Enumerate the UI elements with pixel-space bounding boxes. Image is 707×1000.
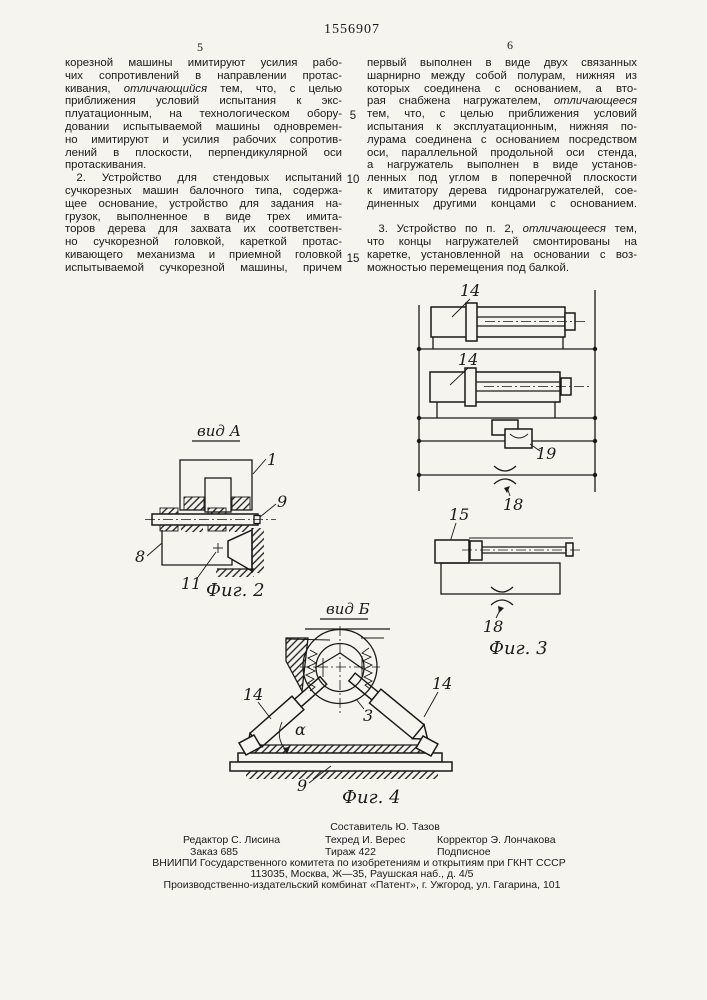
- text-line: плуатационным, на технологическом обору-: [65, 108, 342, 121]
- credits-tirazh: Тираж 422: [325, 846, 376, 858]
- text-line: а нагружатель выполнен в виде установ-: [367, 159, 637, 172]
- text-line: корезной машины имитируют усилия рабо-: [65, 57, 342, 69]
- credits-editor: Редактор С. Лисина: [183, 834, 281, 846]
- gutter-line-number-5: 5: [349, 110, 357, 122]
- credits-org: ВНИИПИ Государственного комитета по изобретениям и открытиям при ГКНТ СССР: [152, 857, 566, 869]
- text-line: лений в плоскости, перпендикулярной оси: [65, 146, 342, 159]
- page-number-left: 5: [197, 40, 203, 54]
- patent-number: 1556907: [324, 22, 380, 37]
- fig2-label-8: 8: [135, 547, 146, 566]
- text-line: [367, 211, 637, 224]
- fig3-label-15: 15: [449, 505, 470, 524]
- fig3-caption: Фиг. 3: [489, 638, 548, 659]
- text-line: сучкорезных машин балочного типа, содержа-: [65, 184, 342, 197]
- text-line: испытания к эксплуатационным, нижняя по-: [367, 120, 637, 133]
- credits-subscription: Подписное: [437, 846, 491, 858]
- text-line: но имитируют и усилия рабочих сопротив-: [65, 133, 342, 146]
- text-line: кивания, отличающийся тем, что, с целью: [65, 82, 342, 95]
- credits-plant: Производственно-издательский комбинат «Патент», г. Ужгород, ул. Гагарина, 101: [163, 879, 561, 891]
- fig4-view-label: вид Б: [326, 600, 370, 618]
- credits-address: 113035, Москва, Ж—35, Раушская наб., д. 4/5: [250, 868, 474, 880]
- fig3-label-18-low: 18: [483, 617, 504, 636]
- figures-drawing: [0, 280, 707, 825]
- gutter-line-number-15: 15: [346, 253, 360, 265]
- text-line: кивающего механизма и приемной головкой: [65, 248, 342, 261]
- fig4-label-9: 9: [297, 776, 308, 795]
- text-line: шарнирно между собой полурам, нижняя из: [367, 69, 637, 82]
- text-line: оси, параллельной продольной оси стенда,: [367, 146, 637, 159]
- fig4-label-14-right: 14: [432, 674, 453, 693]
- fig2-view-label: вид А: [197, 422, 242, 440]
- credits-compiler: Составитель Ю. Тазов: [330, 821, 440, 833]
- text-column-left: [65, 57, 342, 275]
- fig4-caption: Фиг. 4: [342, 787, 401, 808]
- credits-corrector: Корректор Э. Лончакова: [437, 834, 556, 846]
- fig3-label-14-mid: 14: [458, 350, 479, 369]
- text-line: торов дерева для захвата их соответствен-: [65, 223, 342, 236]
- text-line: протаскивания.: [65, 159, 147, 172]
- text-line: диненных другими концами с основанием.: [367, 197, 637, 210]
- fig2-label-1: 1: [267, 450, 278, 469]
- text-line: но сучкорезной головкой, кареткой протас-: [65, 236, 342, 249]
- fig4: [230, 600, 452, 808]
- text-line: ленных под углом в поперечной плоскости: [367, 172, 637, 185]
- fig3-label-19: 19: [536, 444, 557, 463]
- text-line: 2. Устройство для стендовых испытаний: [65, 172, 342, 185]
- text-line: чих сопротивлений в направлении протас-: [65, 69, 342, 82]
- credits-techred: Техред И. Верес: [325, 834, 406, 846]
- text-line: тем, что, с целью приближения условий: [367, 108, 637, 121]
- page-number-right: 6: [507, 38, 513, 52]
- credits-order: Заказ 685: [190, 846, 238, 858]
- text-line: испытываемой сучкорезной машины, причем: [65, 261, 342, 274]
- fig2: [135, 422, 287, 601]
- fig4-label-3: 3: [363, 706, 374, 725]
- fig2-label-9: 9: [277, 492, 288, 511]
- fig3: [417, 281, 597, 659]
- fig3-label-18-top: 18: [503, 495, 524, 514]
- text-line: 3. Устройство по п. 2, отличающееся тем,: [367, 223, 637, 236]
- text-line: приближения условий испытания к экс-: [65, 95, 342, 108]
- text-line: довании испытываемой машины одновремен-: [65, 120, 342, 133]
- text-line: лурама соединена с основанием посредством: [367, 133, 637, 146]
- fig2-label-11: 11: [181, 574, 202, 593]
- text-line: грузок, выполненное в виде трех имита-: [65, 210, 342, 223]
- fig4-label-14-left: 14: [243, 685, 264, 704]
- text-line: что концы нагружателей смонтированы на: [367, 236, 637, 249]
- fig3-label-14-top: 14: [460, 281, 481, 300]
- text-line: щее основание, устройство для задания на-: [65, 197, 342, 210]
- text-line: можностью перемещения под балкой.: [367, 261, 570, 274]
- text-line: которых соединена с основанием, а вто-: [367, 82, 637, 95]
- text-column-right: [367, 57, 637, 275]
- text-line: каретке, установленной на основании с воз-: [367, 248, 637, 261]
- gutter-line-number-10: 10: [346, 174, 360, 186]
- fig2-caption: Фиг. 2: [206, 580, 265, 601]
- fig4-label-alpha: α: [295, 720, 306, 739]
- text-line: первый выполнен в виде двух связанных: [367, 57, 637, 69]
- text-line: рая снабжена нагружателем, отличающееся: [367, 95, 637, 108]
- text-line: к имитатору дерева гидронагружателей, сое-: [367, 184, 637, 197]
